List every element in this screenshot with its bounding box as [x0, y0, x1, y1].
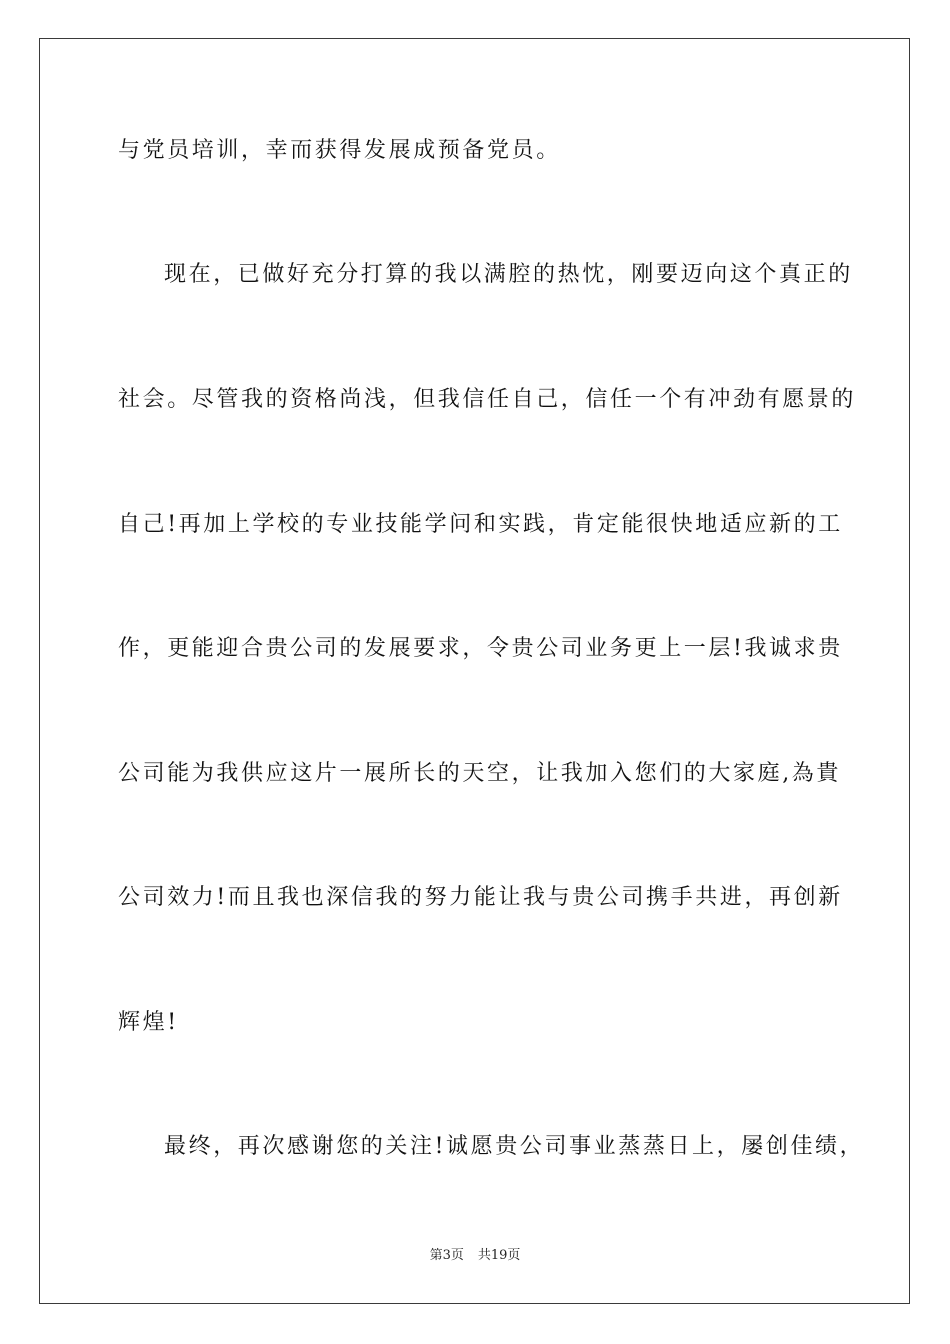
text-line: 现在，已做好充分打算的我以满腔的热忱，刚要迈向这个真正的: [164, 262, 853, 287]
text-line: 作，更能迎合贵公司的发展要求，令贵公司业务更上一层!我诚求贵: [118, 636, 843, 661]
text-line: 与党员培训，幸而获得发展成预备党员。: [118, 138, 561, 163]
text-line: 自己!再加上学校的专业技能学问和实践，肯定能很快地适应新的工: [118, 512, 843, 537]
text-line: 公司能为我供应这片一展所长的天空，让我加入您们的大家庭,為貴: [118, 761, 841, 786]
text-line: 最终，再次感谢您的关注!诚愿贵公司事业蒸蒸日上，屡创佳绩，: [164, 1134, 865, 1159]
page-footer: [0, 1247, 950, 1265]
page-total: 共19页: [477, 1248, 521, 1263]
text-line: 社会。尽管我的资格尚浅，但我信任自己，信任一个有冲劲有愿景的: [118, 387, 857, 412]
text-line: 公司效力!而且我也深信我的努力能让我与贵公司携手共进，再创新: [118, 885, 843, 910]
page-number: 第3页: [429, 1248, 464, 1263]
page-border: [39, 38, 910, 1304]
text-line: 辉煌!: [118, 1010, 179, 1035]
